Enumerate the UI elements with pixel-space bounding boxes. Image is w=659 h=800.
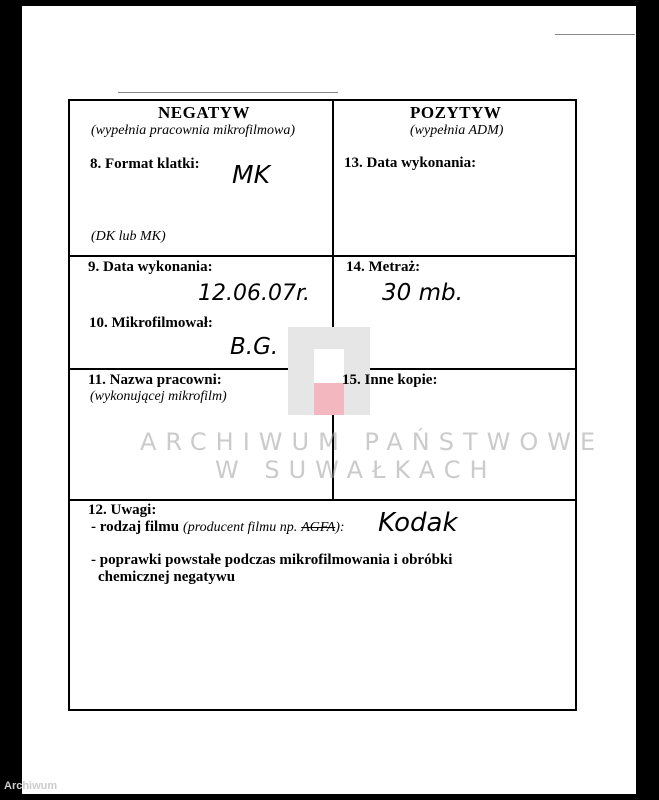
pozytyw-title: POZYTYW	[410, 103, 502, 122]
rodzaj-filmu-line	[91, 518, 345, 536]
negatyw-title: NEGATYW	[158, 103, 250, 122]
data-wykonania-label: 9. Data wykonania:	[88, 259, 213, 275]
format-hint: (DK lub MK)	[91, 229, 166, 244]
archive-logo-watermark	[288, 327, 370, 415]
negatyw-subtitle: (wypełnia pracownia mikrofilmowa)	[91, 123, 296, 138]
poprawki-line-1: - poprawki powstałe podczas mikrofilmowania i obróbki	[91, 552, 453, 568]
scan-artifact-line	[118, 92, 338, 93]
producent-hint-end: ):	[335, 520, 345, 535]
pozytyw-subtitle: (wypełnia ADM)	[410, 123, 504, 138]
watermark-line-2: W SUWAŁKACH	[215, 456, 497, 484]
pracownia-hint: (wykonującej mikrofilm)	[90, 389, 227, 404]
producent-hint-struck: AGFA	[301, 520, 336, 535]
pozytyw-data-label: 13. Data wykonania:	[344, 155, 477, 171]
watermark-line-1: ARCHIWUM PAŃSTWOWE	[140, 428, 605, 456]
mikrofilmowal-value: B.G.	[230, 334, 279, 360]
poprawki-line-2: chemicznej negatywu	[98, 569, 236, 585]
format-value: MK	[232, 160, 270, 189]
format-label: 8. Format klatki:	[90, 156, 200, 172]
film-value: Kodak	[378, 508, 458, 538]
metraz-label: 14. Metraż:	[346, 259, 421, 275]
metraz-value: 30 mb.	[382, 280, 463, 306]
producent-hint: (producent filmu np.	[183, 520, 298, 535]
row-divider	[68, 499, 577, 501]
row-divider	[68, 255, 577, 257]
rodzaj-filmu-label: - rodzaj filmu	[91, 519, 180, 535]
data-wykonania-value: 12.06.07r.	[198, 281, 310, 306]
footer-watermark: Archiwum	[4, 780, 58, 792]
pracownia-label: 11. Nazwa pracowni:	[88, 372, 222, 388]
inne-kopie-label: 15. Inne kopie:	[342, 372, 438, 388]
uwagi-label: 12. Uwagi:	[88, 502, 157, 518]
mikrofilmowal-label: 10. Mikrofilmował:	[89, 315, 213, 331]
scan-artifact-line	[555, 34, 635, 35]
